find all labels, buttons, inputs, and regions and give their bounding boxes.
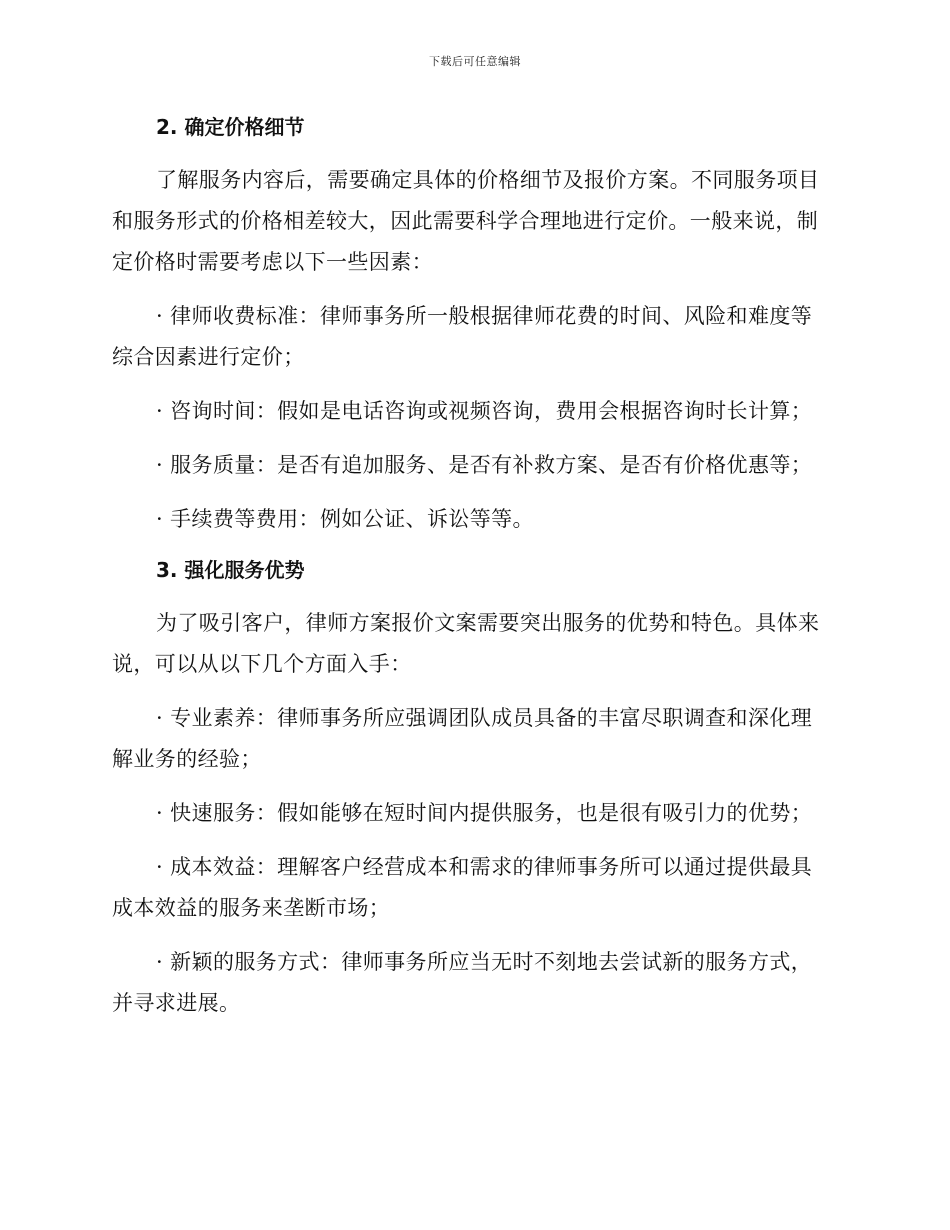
section-intro: 了解服务内容后，需要确定具体的价格细节及报价方案。不同服务项目和服务形式的价格相差较大，因此需要科学合理地进行定价。一般来说，制定价格时需要考虑以下一些因素：	[112, 168, 820, 274]
bullet-item: · 服务质量：是否有追加服务、是否有补救方案、是否有价格优惠等；	[156, 453, 813, 477]
section-heading: 3. 强化服务优势	[156, 558, 305, 582]
bullet-item: · 新颖的服务方式：律师事务所应当无时不刻地去尝试新的服务方式，并寻求进展。	[112, 950, 813, 1015]
document-body	[112, 110, 832, 1037]
header-note: 下载后可任意编辑	[429, 55, 521, 68]
bullet-item: · 咨询时间：假如是电话咨询或视频咨询，费用会根据咨询时长计算；	[156, 399, 813, 423]
section-heading: 2. 确定价格细节	[156, 115, 305, 139]
bullet-item: · 律师收费标准：律师事务所一般根据律师花费的时间、风险和难度等综合因素进行定价；	[112, 304, 813, 369]
bullet-item: · 手续费等费用：例如公证、诉讼等等。	[156, 507, 534, 531]
bullet-item: · 专业素养：律师事务所应强调团队成员具备的丰富尽职调查和深化理解业务的经验；	[112, 706, 813, 771]
section-intro: 为了吸引客户，律师方案报价文案需要突出服务的优势和特色。具体来说，可以从以下几个方面入手：	[112, 611, 820, 676]
bullet-item: · 快速服务：假如能够在短时间内提供服务，也是很有吸引力的优势；	[156, 801, 813, 825]
bullet-item: · 成本效益：理解客户经营成本和需求的律师事务所可以通过提供最具成本效益的服务来垄断市场；	[112, 855, 813, 920]
